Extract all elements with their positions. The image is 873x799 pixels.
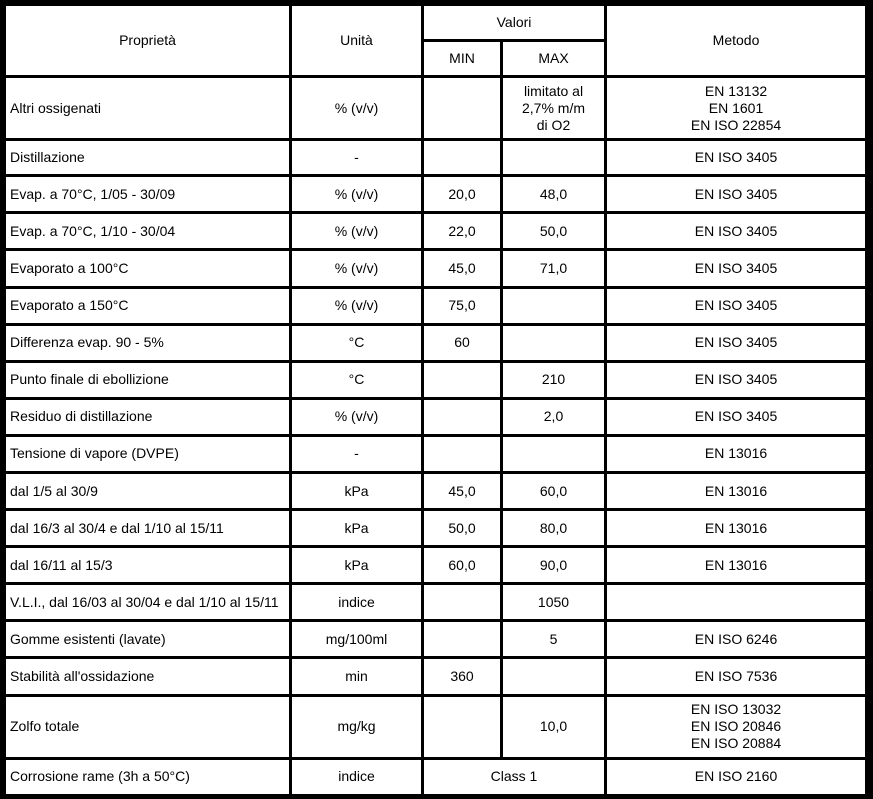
cell-method: EN 13016 (607, 474, 865, 508)
table-row (6, 760, 865, 794)
cell-method: EN ISO 3405 (607, 289, 865, 323)
cell-unit: indice (292, 585, 421, 619)
cell-method: EN 13016 (607, 511, 865, 545)
cell-max (503, 326, 604, 360)
specification-table (3, 3, 868, 797)
cell-unit: min (292, 659, 421, 693)
cell-min: 22,0 (424, 214, 500, 248)
cell-property: Distillazione (6, 141, 289, 174)
cell-method: EN ISO 6246 (607, 622, 865, 656)
cell-property: Evap. a 70°C, 1/10 - 30/04 (6, 214, 289, 248)
cell-property: Stabilità all'ossidazione (6, 659, 289, 693)
cell-max: 10,0 (503, 697, 604, 757)
cell-property: Punto finale di ebollizione (6, 363, 289, 397)
header-unit: Unità (292, 6, 421, 75)
cell-method: EN ISO 7536 (607, 659, 865, 693)
cell-unit: °C (292, 326, 421, 360)
cell-property: V.L.I., dal 16/03 al 30/04 e dal 1/10 al 15/11 (6, 585, 289, 619)
header-max: MAX (503, 42, 604, 75)
cell-property: Evaporato a 100°C (6, 251, 289, 285)
cell-max (503, 141, 604, 174)
cell-property: Evap. a 70°C, 1/05 - 30/09 (6, 177, 289, 211)
cell-method: EN 13016 (607, 437, 865, 471)
cell-method: EN ISO 3405 (607, 141, 865, 174)
cell-property: dal 1/5 al 30/9 (6, 474, 289, 508)
cell-unit: kPa (292, 474, 421, 508)
cell-max: 80,0 (503, 511, 604, 545)
cell-method (607, 585, 865, 619)
cell-max: 1050 (503, 585, 604, 619)
table-row (6, 548, 865, 582)
cell-min: 20,0 (424, 177, 500, 211)
table-row (6, 585, 865, 619)
table-row (6, 251, 865, 285)
cell-unit: mg/kg (292, 697, 421, 757)
cell-min: 50,0 (424, 511, 500, 545)
cell-property: Corrosione rame (3h a 50°C) (6, 760, 289, 794)
cell-min: 45,0 (424, 251, 500, 285)
cell-max-line: di O2 (536, 116, 571, 133)
cell-property: Evaporato a 150°C (6, 289, 289, 323)
cell-method: EN ISO 3405 (607, 326, 865, 360)
cell-min: 60 (424, 326, 500, 360)
table-row (6, 363, 865, 397)
cell-min (424, 141, 500, 174)
table-row (6, 289, 865, 323)
cell-max: 60,0 (503, 474, 604, 508)
cell-method-line: EN ISO 20846 (690, 718, 782, 735)
cell-max (503, 289, 604, 323)
header-method: Metodo (607, 6, 865, 75)
cell-min (424, 363, 500, 397)
cell-max-line: 2,7% m/m (522, 99, 586, 116)
cell-min: 45,0 (424, 474, 500, 508)
cell-unit: % (v/v) (292, 251, 421, 285)
cell-unit: indice (292, 760, 421, 794)
table-row (6, 659, 865, 693)
cell-max: 90,0 (503, 548, 604, 582)
cell-max: 210 (503, 363, 604, 397)
cell-property: Residuo di distillazione (6, 400, 289, 434)
table-row (6, 326, 865, 360)
cell-max (503, 437, 604, 471)
cell-method-line: EN 13132 (704, 82, 768, 99)
cell-method-line: EN ISO 13032 (690, 701, 782, 718)
cell-method (607, 697, 865, 757)
cell-method: EN ISO 2160 (607, 760, 865, 794)
cell-max: 48,0 (503, 177, 604, 211)
cell-max (503, 659, 604, 693)
cell-method: EN ISO 3405 (607, 251, 865, 285)
table-row (6, 177, 865, 211)
cell-property: Zolfo totale (6, 697, 289, 757)
cell-unit: % (v/v) (292, 214, 421, 248)
cell-max: 2,0 (503, 400, 604, 434)
table-row (6, 697, 865, 757)
cell-method (607, 78, 865, 138)
table-row (6, 511, 865, 545)
cell-max (503, 78, 604, 138)
cell-min (424, 400, 500, 434)
cell-max: 50,0 (503, 214, 604, 248)
table-row (6, 400, 865, 434)
table-row (6, 214, 865, 248)
cell-min (424, 78, 500, 138)
cell-method-line: EN ISO 22854 (690, 116, 782, 133)
header-min: MIN (424, 42, 500, 75)
cell-method: EN ISO 3405 (607, 214, 865, 248)
cell-unit: kPa (292, 511, 421, 545)
table-row (6, 437, 865, 471)
cell-method-line: EN 1601 (708, 99, 764, 116)
cell-method-line: EN ISO 20884 (690, 735, 782, 752)
cell-min: 60,0 (424, 548, 500, 582)
table-row (6, 622, 865, 656)
cell-unit: % (v/v) (292, 400, 421, 434)
cell-property: Gomme esistenti (lavate) (6, 622, 289, 656)
cell-unit: % (v/v) (292, 78, 421, 138)
header-property: Proprietà (6, 6, 289, 75)
cell-method: EN ISO 3405 (607, 363, 865, 397)
header-values: Valori (424, 6, 604, 39)
cell-min (424, 697, 500, 757)
table-row (6, 141, 865, 174)
cell-method: EN ISO 3405 (607, 400, 865, 434)
cell-value-merged: Class 1 (424, 760, 604, 794)
cell-unit: - (292, 141, 421, 174)
cell-property: Differenza evap. 90 - 5% (6, 326, 289, 360)
cell-method: EN ISO 3405 (607, 177, 865, 211)
cell-min: 75,0 (424, 289, 500, 323)
cell-max-line: limitato al (523, 82, 584, 99)
cell-max: 5 (503, 622, 604, 656)
cell-property: dal 16/3 al 30/4 e dal 1/10 al 15/11 (6, 511, 289, 545)
cell-min (424, 585, 500, 619)
cell-property: dal 16/11 al 15/3 (6, 548, 289, 582)
cell-unit: mg/100ml (292, 622, 421, 656)
cell-unit: % (v/v) (292, 289, 421, 323)
cell-min: 360 (424, 659, 500, 693)
table-body (6, 78, 865, 794)
table-row (6, 78, 865, 138)
cell-unit: °C (292, 363, 421, 397)
table-row (6, 474, 865, 508)
cell-min (424, 622, 500, 656)
cell-unit: - (292, 437, 421, 471)
cell-method: EN 13016 (607, 548, 865, 582)
cell-min (424, 437, 500, 471)
cell-property: Tensione di vapore (DVPE) (6, 437, 289, 471)
cell-unit: % (v/v) (292, 177, 421, 211)
cell-property: Altri ossigenati (6, 78, 289, 138)
cell-max: 71,0 (503, 251, 604, 285)
cell-unit: kPa (292, 548, 421, 582)
